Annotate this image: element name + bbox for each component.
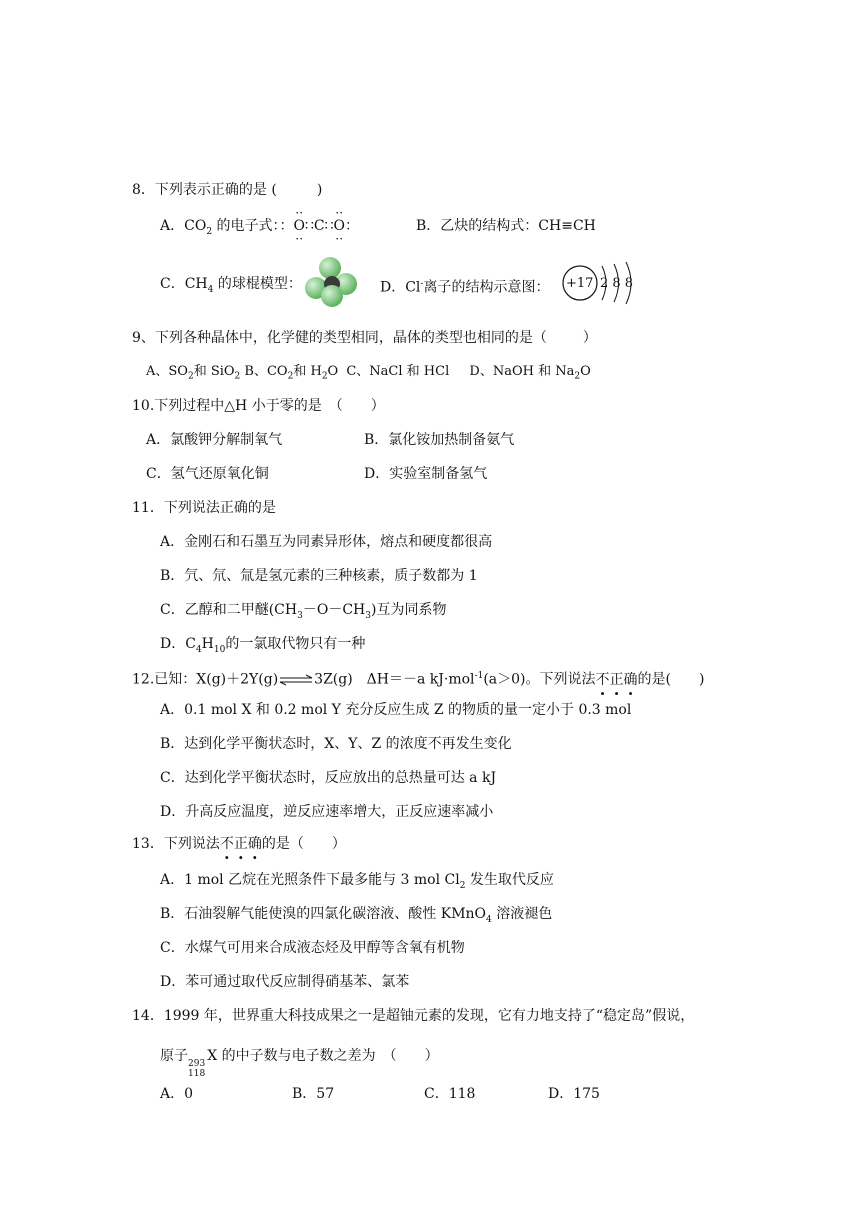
q12-stem-post: (a＞0)。下列说法 xyxy=(483,671,596,688)
q9-option-a xyxy=(146,364,241,382)
q14-stem2-post: 的中子数与电子数之差为 （ ） xyxy=(217,1048,439,1064)
q8-option-a xyxy=(160,216,359,242)
q9-stem xyxy=(132,328,597,348)
q13-emph-3: 确 xyxy=(247,836,262,852)
q8-a-carbon: ∷C∷ xyxy=(304,218,334,234)
ch4-ball-stick-model xyxy=(304,254,360,310)
q10-option-c: C．氢气还原氧化铜 xyxy=(146,466,269,482)
q9-a-s1: 2 xyxy=(187,371,194,382)
q8-d-tail: 离子的结构示意图： xyxy=(423,279,550,296)
q9-option-b xyxy=(244,364,339,382)
q9-a-mid: 和 SiO xyxy=(193,364,235,379)
q12-stem-mid: 3Z(g) ΔH＝－a kJ·mol xyxy=(314,671,475,688)
q12-option-a: A．0.1 mol X 和 0.2 mol Y 充分反应生成 Z 的物质的量一定小于 0.3 mol xyxy=(160,702,632,718)
q11-d-pre: D．C xyxy=(160,636,196,652)
q11-stem: 11．下列说法正确的是 xyxy=(132,500,276,516)
q14-isotope-numbers xyxy=(188,1059,205,1079)
q9-b-mid: 和 H xyxy=(293,364,322,379)
q9-a-pre: A、SO xyxy=(146,364,188,379)
cl-nucleus-label: +17 xyxy=(566,276,594,291)
q11-c-s2: 3 xyxy=(365,610,371,621)
q14-option-c: C．118 xyxy=(424,1086,476,1102)
q13-option-c: C．水煤气可用来合成液态烃及甲醇等含氧有机物 xyxy=(160,940,465,956)
q14-stem-line1: 14．1999 年，世界重大科技成果之一是超铀元素的发现，它有力地支持了“稳定岛”假说， xyxy=(132,1008,695,1024)
q12-emph-1: 不 xyxy=(595,671,610,688)
q8-stem-end: ) xyxy=(316,182,323,198)
q9-option-d xyxy=(469,364,591,382)
q12-option-d: D．升高反应温度，逆反应速率增大，正反应速率减小 xyxy=(160,804,494,820)
q13-b-pre: B．石油裂解气能使溴的四氯化碳溶液、酸性 KMnO xyxy=(160,906,487,922)
q14-stem-line2 xyxy=(160,1046,439,1079)
q9-options xyxy=(146,362,591,387)
q8-a-sub: 2 xyxy=(206,226,213,237)
q12-stem xyxy=(132,666,704,690)
q13-option-a xyxy=(160,870,554,896)
q12-stem-tail: 的是( ) xyxy=(637,671,705,688)
q13-b-sub: 4 xyxy=(486,914,492,925)
q8-a-colon2: ： xyxy=(345,218,359,234)
q11-c-s1: 3 xyxy=(297,610,303,621)
q8-option-c xyxy=(160,274,302,300)
q9-stem-end: ） xyxy=(582,330,597,346)
cl-shell-electrons: 2 8 8 xyxy=(600,276,634,291)
q12-emph-2: 正 xyxy=(609,671,624,688)
q13-a-post: 发生取代反应 xyxy=(465,872,554,888)
equilibrium-arrow-icon xyxy=(278,674,314,686)
q13-stem-pre: 13．下列说法 xyxy=(132,836,220,852)
q13-stem xyxy=(132,834,346,854)
q12-option-c: C．达到化学平衡状态时，反应放出的总热量可达 a kJ xyxy=(160,770,497,786)
q9-b-pre: B、CO xyxy=(244,364,288,379)
q14-stem2-pre: 原子 xyxy=(160,1048,188,1064)
q11-d-post: 的一氯取代物只有一种 xyxy=(225,636,366,652)
q13-a-pre: A．1 mol 乙烷在光照条件下最多能与 3 mol Cl xyxy=(160,872,460,888)
q8-option-d xyxy=(380,274,549,298)
q9-a-s2: 2 xyxy=(234,371,241,382)
q9-option-c: C、NaCl 和 HCl xyxy=(346,364,450,379)
q11-c-pre: C．乙醇和二甲醚(CH xyxy=(160,602,298,618)
q12-stem-sup: -1 xyxy=(474,671,484,681)
q14-atomic-number: 118 xyxy=(188,1069,206,1079)
q11-d-s2: 10 xyxy=(213,644,226,655)
q11-c-post: )互为同系物 xyxy=(370,602,447,618)
q9-d-pre: D、NaOH 和 Na xyxy=(469,364,575,379)
q13-emph-1: 不 xyxy=(219,836,234,852)
q9-b-s1: 2 xyxy=(287,371,294,382)
q13-stem-tail: 的是（ ） xyxy=(261,836,346,852)
q11-option-a: A．金刚石和石墨互为同素异形体，熔点和硬度都很高 xyxy=(160,534,493,550)
q9-d-s1: 2 xyxy=(574,371,581,382)
q12-stem-pre: 12.已知：X(g)＋2Y(g) xyxy=(132,671,279,688)
q11-c-mid: －O－CH xyxy=(302,602,366,618)
q14-mass-number: 293 xyxy=(188,1059,206,1069)
q14-option-b: B．57 xyxy=(292,1086,335,1102)
q9-d-mid: O xyxy=(580,364,591,379)
q13-emph-2: 正 xyxy=(233,836,248,852)
q8-a-colon1: ： xyxy=(279,218,294,234)
q13-option-b xyxy=(160,904,552,930)
q10-stem: 10.下列过程中△H 小于零的是 （ ） xyxy=(132,398,385,414)
q9-b-s2: 2 xyxy=(321,371,328,382)
q11-d-s1: 4 xyxy=(195,644,202,655)
q8-a-tail: 的电子式： xyxy=(212,218,280,234)
q8-a-label: A．CO xyxy=(160,218,207,234)
q8-c-sub: 4 xyxy=(207,284,214,295)
q10-option-b: B．氯化铵加热制备氨气 xyxy=(364,432,515,448)
q9-b-post: O xyxy=(327,364,339,379)
q14-option-d: D．175 xyxy=(548,1086,600,1102)
q10-option-a: A．氯酸钾分解制氧气 xyxy=(146,432,283,448)
q14-element-symbol: X xyxy=(207,1048,218,1064)
q8-option-b: B．乙炔的结构式：CH≡CH xyxy=(416,218,596,234)
q8-d-label: D．Cl xyxy=(380,279,421,296)
q13-option-d: D．苯可通过取代反应制得硝基苯、氯苯 xyxy=(160,974,410,990)
q13-b-post: 溶液褪色 xyxy=(491,906,553,922)
q8-c-label: C．CH xyxy=(160,276,208,292)
q9-stem-text: 9、下列各种晶体中，化学健的类型相同，晶体的类型也相同的是（ xyxy=(132,330,547,346)
q8-stem xyxy=(132,180,322,200)
q8-stem-text: 8．下列表示正确的是 ( xyxy=(132,182,277,198)
q10-option-d: D．实验室制备氢气 xyxy=(364,466,488,482)
q8-a-oxygen1: ·· O ·· xyxy=(294,216,305,236)
q12-option-b: B．达到化学平衡状态时，X、Y、Z 的浓度不再发生变化 xyxy=(160,736,512,752)
q11-d-mid: H xyxy=(201,636,214,652)
q8-a-oxygen2: ·· O ·· xyxy=(334,216,345,236)
q11-option-c xyxy=(160,600,446,626)
q14-option-a: A．0 xyxy=(160,1086,194,1102)
q13-a-sub: 2 xyxy=(459,880,466,891)
q12-emph-3: 确 xyxy=(623,671,638,688)
q11-option-b: B．氕、氘、氚是氢元素的三种核素，质子数都为 1 xyxy=(160,568,478,584)
q8-d-sup: - xyxy=(420,279,424,289)
q11-option-d xyxy=(160,634,365,660)
q8-c-tail: 的球棍模型： xyxy=(213,276,302,292)
